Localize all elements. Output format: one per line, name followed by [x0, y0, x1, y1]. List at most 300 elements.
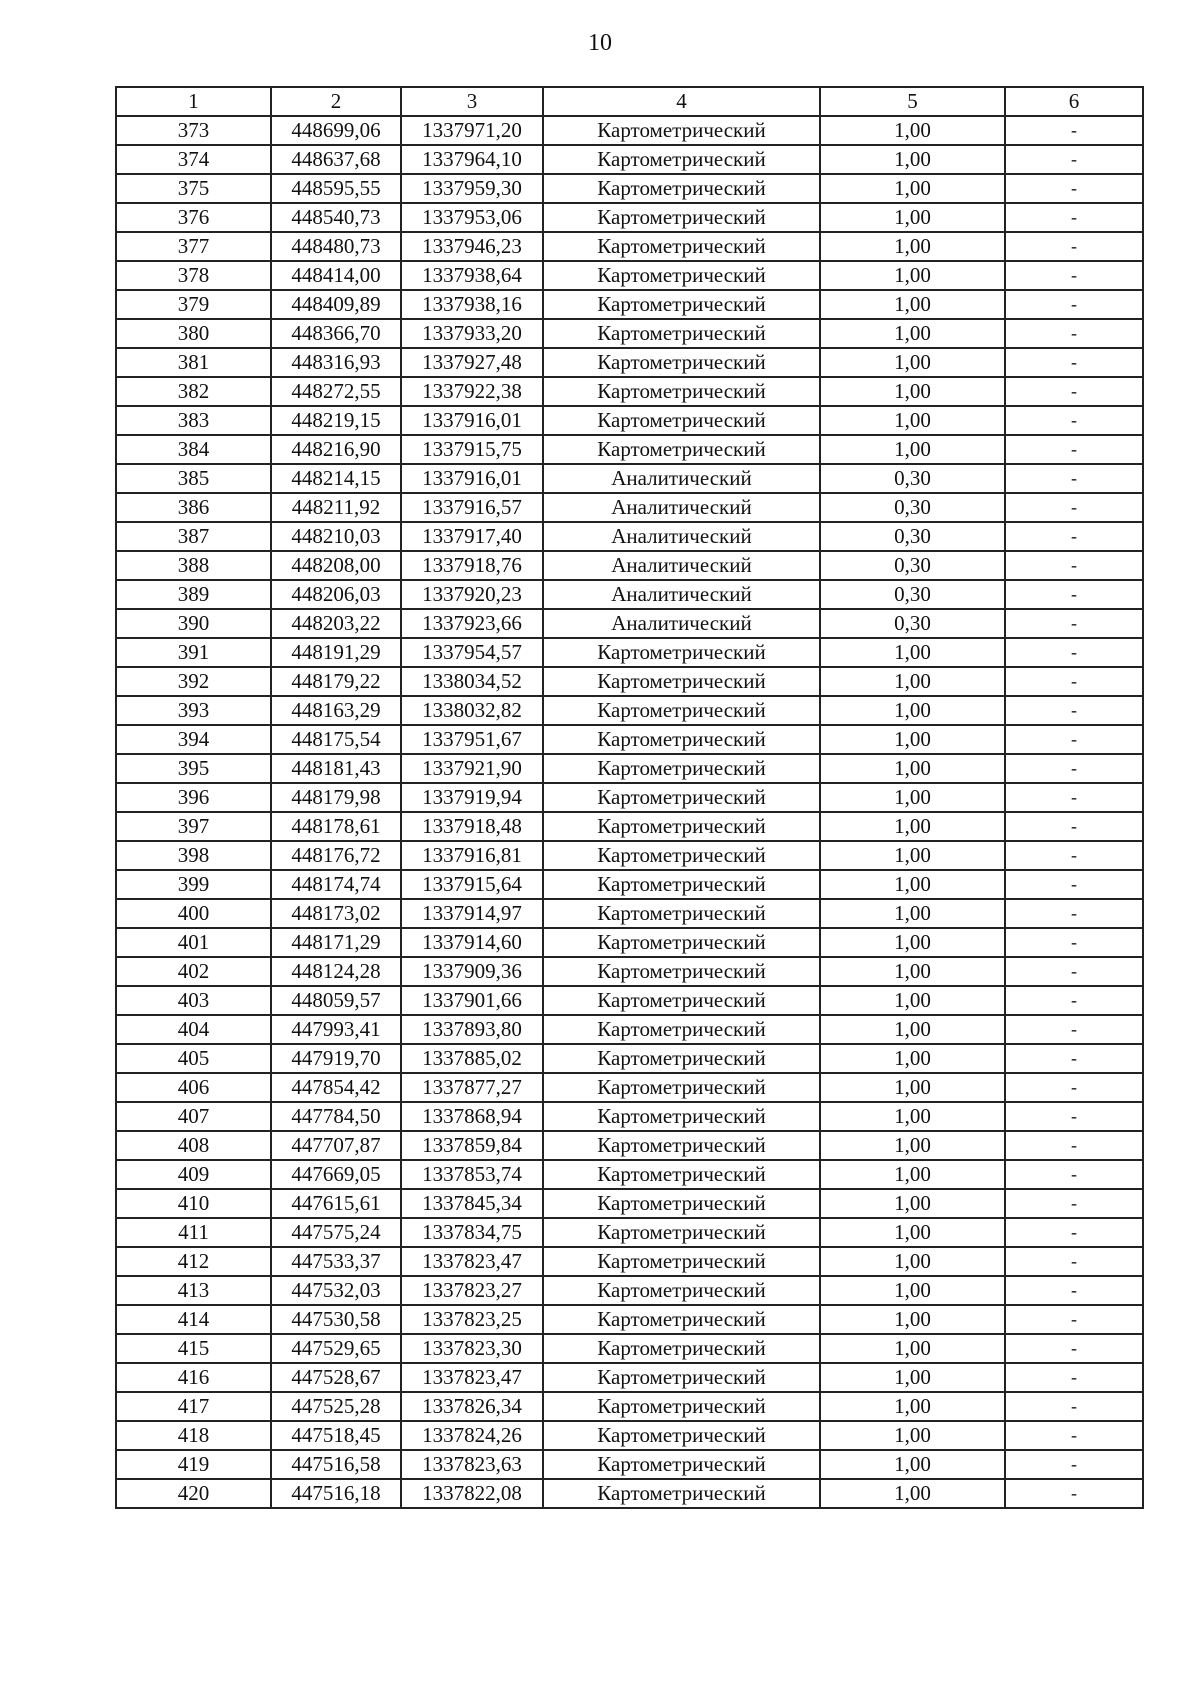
- coordinate-x-cell: 448272,55: [271, 377, 401, 406]
- method-cell: Картометрический: [543, 1189, 820, 1218]
- coordinate-x-cell: 448179,98: [271, 783, 401, 812]
- table-row: [116, 1102, 1143, 1131]
- table-row: [116, 1073, 1143, 1102]
- table-row: [116, 290, 1143, 319]
- coordinate-x-cell: 447525,28: [271, 1392, 401, 1421]
- table-row: [116, 145, 1143, 174]
- point-number-cell: 379: [116, 290, 271, 319]
- point-number-cell: 388: [116, 551, 271, 580]
- coordinate-x-cell: 448173,02: [271, 899, 401, 928]
- point-number-cell: 373: [116, 116, 271, 145]
- point-number-cell: 409: [116, 1160, 271, 1189]
- coordinate-x-cell: 448203,22: [271, 609, 401, 638]
- coordinate-x-cell: 448208,00: [271, 551, 401, 580]
- coordinate-x-cell: 447533,37: [271, 1247, 401, 1276]
- coordinate-y-cell: 1337915,64: [401, 870, 543, 899]
- table-body: [116, 116, 1143, 1508]
- coordinate-y-cell: 1337923,66: [401, 609, 543, 638]
- method-cell: Картометрический: [543, 1044, 820, 1073]
- coordinate-y-cell: 1337920,23: [401, 580, 543, 609]
- note-cell: -: [1005, 1421, 1143, 1450]
- table-row: [116, 580, 1143, 609]
- coordinate-x-cell: 448171,29: [271, 928, 401, 957]
- method-cell: Картометрический: [543, 899, 820, 928]
- coordinate-y-cell: 1338034,52: [401, 667, 543, 696]
- coordinate-y-cell: 1337909,36: [401, 957, 543, 986]
- note-cell: -: [1005, 928, 1143, 957]
- accuracy-cell: 1,00: [820, 957, 1005, 986]
- table-row: [116, 1450, 1143, 1479]
- coordinate-y-cell: 1337853,74: [401, 1160, 543, 1189]
- accuracy-cell: 1,00: [820, 870, 1005, 899]
- point-number-cell: 408: [116, 1131, 271, 1160]
- point-number-cell: 384: [116, 435, 271, 464]
- point-number-cell: 410: [116, 1189, 271, 1218]
- coordinate-x-cell: 447854,42: [271, 1073, 401, 1102]
- table-row: [116, 174, 1143, 203]
- coordinate-y-cell: 1337877,27: [401, 1073, 543, 1102]
- coordinate-x-cell: 448211,92: [271, 493, 401, 522]
- column-header-6: 6: [1005, 87, 1143, 116]
- coordinate-y-cell: 1337946,23: [401, 232, 543, 261]
- table-row: [116, 1218, 1143, 1247]
- method-cell: Картометрический: [543, 261, 820, 290]
- note-cell: -: [1005, 1160, 1143, 1189]
- accuracy-cell: 0,30: [820, 522, 1005, 551]
- method-cell: Картометрический: [543, 1305, 820, 1334]
- table-row: [116, 812, 1143, 841]
- point-number-cell: 402: [116, 957, 271, 986]
- accuracy-cell: 1,00: [820, 435, 1005, 464]
- coordinate-y-cell: 1337823,27: [401, 1276, 543, 1305]
- method-cell: Картометрический: [543, 725, 820, 754]
- method-cell: Картометрический: [543, 928, 820, 957]
- note-cell: -: [1005, 348, 1143, 377]
- accuracy-cell: 1,00: [820, 1276, 1005, 1305]
- method-cell: Картометрический: [543, 1015, 820, 1044]
- coordinates-table: [115, 86, 1144, 1509]
- point-number-cell: 392: [116, 667, 271, 696]
- table-row: [116, 1421, 1143, 1450]
- accuracy-cell: 0,30: [820, 580, 1005, 609]
- accuracy-cell: 1,00: [820, 1160, 1005, 1189]
- accuracy-cell: 1,00: [820, 754, 1005, 783]
- coordinate-x-cell: 447532,03: [271, 1276, 401, 1305]
- point-number-cell: 418: [116, 1421, 271, 1450]
- page-number: 10: [588, 30, 612, 56]
- coordinate-x-cell: 448216,90: [271, 435, 401, 464]
- table-row: [116, 870, 1143, 899]
- note-cell: -: [1005, 493, 1143, 522]
- note-cell: -: [1005, 725, 1143, 754]
- coordinate-y-cell: 1337823,25: [401, 1305, 543, 1334]
- note-cell: -: [1005, 116, 1143, 145]
- table-row: [116, 203, 1143, 232]
- accuracy-cell: 0,30: [820, 464, 1005, 493]
- table-row: [116, 899, 1143, 928]
- point-number-cell: 397: [116, 812, 271, 841]
- method-cell: Картометрический: [543, 203, 820, 232]
- method-cell: Картометрический: [543, 145, 820, 174]
- method-cell: Картометрический: [543, 319, 820, 348]
- method-cell: Картометрический: [543, 1392, 820, 1421]
- note-cell: -: [1005, 319, 1143, 348]
- point-number-cell: 411: [116, 1218, 271, 1247]
- coordinate-y-cell: 1337823,47: [401, 1363, 543, 1392]
- method-cell: Картометрический: [543, 812, 820, 841]
- table-row: [116, 1363, 1143, 1392]
- coordinate-y-cell: 1337916,01: [401, 464, 543, 493]
- column-header-3: 3: [401, 87, 543, 116]
- note-cell: -: [1005, 986, 1143, 1015]
- coordinate-y-cell: 1337915,75: [401, 435, 543, 464]
- method-cell: Картометрический: [543, 1363, 820, 1392]
- method-cell: Картометрический: [543, 754, 820, 783]
- coordinate-y-cell: 1337826,34: [401, 1392, 543, 1421]
- point-number-cell: 419: [116, 1450, 271, 1479]
- note-cell: -: [1005, 1015, 1143, 1044]
- note-cell: -: [1005, 1044, 1143, 1073]
- note-cell: -: [1005, 696, 1143, 725]
- coordinate-x-cell: 448219,15: [271, 406, 401, 435]
- coordinate-x-cell: 447919,70: [271, 1044, 401, 1073]
- method-cell: Картометрический: [543, 1334, 820, 1363]
- coordinate-x-cell: 448163,29: [271, 696, 401, 725]
- point-number-cell: 378: [116, 261, 271, 290]
- accuracy-cell: 1,00: [820, 725, 1005, 754]
- coordinate-x-cell: 448175,54: [271, 725, 401, 754]
- method-cell: Картометрический: [543, 1450, 820, 1479]
- note-cell: -: [1005, 290, 1143, 319]
- coordinate-y-cell: 1337922,38: [401, 377, 543, 406]
- coordinate-y-cell: 1337927,48: [401, 348, 543, 377]
- accuracy-cell: 1,00: [820, 377, 1005, 406]
- table-row: [116, 1479, 1143, 1508]
- coordinate-y-cell: 1337914,60: [401, 928, 543, 957]
- coordinate-x-cell: 448191,29: [271, 638, 401, 667]
- point-number-cell: 390: [116, 609, 271, 638]
- header-row: [116, 87, 1143, 116]
- point-number-cell: 385: [116, 464, 271, 493]
- note-cell: -: [1005, 812, 1143, 841]
- table-row: [116, 319, 1143, 348]
- method-cell: Картометрический: [543, 290, 820, 319]
- note-cell: -: [1005, 1189, 1143, 1218]
- point-number-cell: 415: [116, 1334, 271, 1363]
- point-number-cell: 412: [116, 1247, 271, 1276]
- accuracy-cell: 1,00: [820, 1131, 1005, 1160]
- note-cell: -: [1005, 1450, 1143, 1479]
- coordinate-y-cell: 1337938,16: [401, 290, 543, 319]
- coordinate-x-cell: 448595,55: [271, 174, 401, 203]
- column-header-4: 4: [543, 87, 820, 116]
- table-row: [116, 609, 1143, 638]
- note-cell: -: [1005, 783, 1143, 812]
- coordinate-x-cell: 448181,43: [271, 754, 401, 783]
- coordinate-x-cell: 448699,06: [271, 116, 401, 145]
- column-header-1: 1: [116, 87, 271, 116]
- accuracy-cell: 1,00: [820, 1189, 1005, 1218]
- table-row: [116, 841, 1143, 870]
- note-cell: -: [1005, 145, 1143, 174]
- note-cell: -: [1005, 174, 1143, 203]
- point-number-cell: 381: [116, 348, 271, 377]
- accuracy-cell: 0,30: [820, 493, 1005, 522]
- coordinate-y-cell: 1337823,47: [401, 1247, 543, 1276]
- point-number-cell: 420: [116, 1479, 271, 1508]
- coordinate-y-cell: 1337971,20: [401, 116, 543, 145]
- point-number-cell: 380: [116, 319, 271, 348]
- point-number-cell: 391: [116, 638, 271, 667]
- coordinate-y-cell: 1337834,75: [401, 1218, 543, 1247]
- coordinate-x-cell: 447528,67: [271, 1363, 401, 1392]
- note-cell: -: [1005, 899, 1143, 928]
- table-row: [116, 1044, 1143, 1073]
- note-cell: -: [1005, 232, 1143, 261]
- method-cell: Картометрический: [543, 1247, 820, 1276]
- coordinate-y-cell: 1337823,63: [401, 1450, 543, 1479]
- method-cell: Аналитический: [543, 551, 820, 580]
- note-cell: -: [1005, 1131, 1143, 1160]
- accuracy-cell: 1,00: [820, 145, 1005, 174]
- coordinate-y-cell: 1337845,34: [401, 1189, 543, 1218]
- method-cell: Картометрический: [543, 841, 820, 870]
- accuracy-cell: 1,00: [820, 841, 1005, 870]
- point-number-cell: 396: [116, 783, 271, 812]
- point-number-cell: 374: [116, 145, 271, 174]
- accuracy-cell: 1,00: [820, 899, 1005, 928]
- coordinate-x-cell: 447707,87: [271, 1131, 401, 1160]
- note-cell: -: [1005, 870, 1143, 899]
- coordinate-y-cell: 1337918,48: [401, 812, 543, 841]
- method-cell: Картометрический: [543, 232, 820, 261]
- accuracy-cell: 1,00: [820, 1073, 1005, 1102]
- point-number-cell: 417: [116, 1392, 271, 1421]
- point-number-cell: 414: [116, 1305, 271, 1334]
- accuracy-cell: 1,00: [820, 319, 1005, 348]
- accuracy-cell: 1,00: [820, 290, 1005, 319]
- coordinate-y-cell: 1337822,08: [401, 1479, 543, 1508]
- point-number-cell: 393: [116, 696, 271, 725]
- method-cell: Картометрический: [543, 348, 820, 377]
- column-header-2: 2: [271, 87, 401, 116]
- table-row: [116, 1131, 1143, 1160]
- coordinate-y-cell: 1337953,06: [401, 203, 543, 232]
- coordinate-x-cell: 448214,15: [271, 464, 401, 493]
- accuracy-cell: 1,00: [820, 261, 1005, 290]
- point-number-cell: 399: [116, 870, 271, 899]
- accuracy-cell: 1,00: [820, 1218, 1005, 1247]
- method-cell: Картометрический: [543, 406, 820, 435]
- coordinate-y-cell: 1337964,10: [401, 145, 543, 174]
- method-cell: Картометрический: [543, 1421, 820, 1450]
- coordinate-y-cell: 1337868,94: [401, 1102, 543, 1131]
- coordinate-x-cell: 447784,50: [271, 1102, 401, 1131]
- note-cell: -: [1005, 1479, 1143, 1508]
- method-cell: Картометрический: [543, 377, 820, 406]
- coordinate-y-cell: 1338032,82: [401, 696, 543, 725]
- point-number-cell: 386: [116, 493, 271, 522]
- coordinate-y-cell: 1337893,80: [401, 1015, 543, 1044]
- method-cell: Картометрический: [543, 1131, 820, 1160]
- note-cell: -: [1005, 1247, 1143, 1276]
- accuracy-cell: 1,00: [820, 1392, 1005, 1421]
- method-cell: Картометрический: [543, 1102, 820, 1131]
- point-number-cell: 416: [116, 1363, 271, 1392]
- coordinate-x-cell: 448540,73: [271, 203, 401, 232]
- point-number-cell: 403: [116, 986, 271, 1015]
- method-cell: Картометрический: [543, 696, 820, 725]
- coordinate-x-cell: 447530,58: [271, 1305, 401, 1334]
- table-row: [116, 493, 1143, 522]
- method-cell: Картометрический: [543, 783, 820, 812]
- note-cell: -: [1005, 406, 1143, 435]
- table-row: [116, 232, 1143, 261]
- method-cell: Картометрический: [543, 435, 820, 464]
- accuracy-cell: 1,00: [820, 1421, 1005, 1450]
- note-cell: -: [1005, 1334, 1143, 1363]
- note-cell: -: [1005, 754, 1143, 783]
- accuracy-cell: 1,00: [820, 783, 1005, 812]
- note-cell: -: [1005, 522, 1143, 551]
- point-number-cell: 413: [116, 1276, 271, 1305]
- accuracy-cell: 1,00: [820, 348, 1005, 377]
- coordinate-x-cell: 448206,03: [271, 580, 401, 609]
- method-cell: Картометрический: [543, 1276, 820, 1305]
- coordinate-y-cell: 1337933,20: [401, 319, 543, 348]
- note-cell: -: [1005, 203, 1143, 232]
- coordinate-y-cell: 1337918,76: [401, 551, 543, 580]
- accuracy-cell: 1,00: [820, 1247, 1005, 1276]
- coordinate-x-cell: 448179,22: [271, 667, 401, 696]
- note-cell: -: [1005, 551, 1143, 580]
- note-cell: -: [1005, 464, 1143, 493]
- coordinate-y-cell: 1337885,02: [401, 1044, 543, 1073]
- table-row: [116, 1392, 1143, 1421]
- coordinate-x-cell: 448316,93: [271, 348, 401, 377]
- accuracy-cell: 1,00: [820, 406, 1005, 435]
- coordinate-x-cell: 447529,65: [271, 1334, 401, 1363]
- coordinate-y-cell: 1337951,67: [401, 725, 543, 754]
- method-cell: Аналитический: [543, 464, 820, 493]
- coordinate-x-cell: 448409,89: [271, 290, 401, 319]
- point-number-cell: 407: [116, 1102, 271, 1131]
- point-number-cell: 375: [116, 174, 271, 203]
- coordinate-y-cell: 1337916,57: [401, 493, 543, 522]
- method-cell: Картометрический: [543, 1479, 820, 1508]
- point-number-cell: 400: [116, 899, 271, 928]
- accuracy-cell: 1,00: [820, 1363, 1005, 1392]
- accuracy-cell: 1,00: [820, 638, 1005, 667]
- accuracy-cell: 1,00: [820, 116, 1005, 145]
- table-row: [116, 1305, 1143, 1334]
- note-cell: -: [1005, 609, 1143, 638]
- method-cell: Картометрический: [543, 1218, 820, 1247]
- method-cell: Аналитический: [543, 609, 820, 638]
- note-cell: -: [1005, 1073, 1143, 1102]
- accuracy-cell: 0,30: [820, 551, 1005, 580]
- coordinate-x-cell: 447993,41: [271, 1015, 401, 1044]
- coordinate-y-cell: 1337916,01: [401, 406, 543, 435]
- note-cell: -: [1005, 841, 1143, 870]
- method-cell: Картометрический: [543, 1073, 820, 1102]
- table-row: [116, 435, 1143, 464]
- note-cell: -: [1005, 1276, 1143, 1305]
- accuracy-cell: 1,00: [820, 1334, 1005, 1363]
- method-cell: Картометрический: [543, 957, 820, 986]
- note-cell: -: [1005, 1102, 1143, 1131]
- coordinate-x-cell: 447669,05: [271, 1160, 401, 1189]
- note-cell: -: [1005, 1218, 1143, 1247]
- method-cell: Картометрический: [543, 870, 820, 899]
- coordinate-x-cell: 448178,61: [271, 812, 401, 841]
- point-number-cell: 398: [116, 841, 271, 870]
- accuracy-cell: 1,00: [820, 1479, 1005, 1508]
- point-number-cell: 405: [116, 1044, 271, 1073]
- coordinate-y-cell: 1337916,81: [401, 841, 543, 870]
- accuracy-cell: 1,00: [820, 812, 1005, 841]
- coordinate-y-cell: 1337914,97: [401, 899, 543, 928]
- table-row: [116, 1015, 1143, 1044]
- coordinate-x-cell: 448176,72: [271, 841, 401, 870]
- coordinate-y-cell: 1337859,84: [401, 1131, 543, 1160]
- table-row: [116, 696, 1143, 725]
- coordinate-y-cell: 1337919,94: [401, 783, 543, 812]
- table-row: [116, 348, 1143, 377]
- table-row: [116, 261, 1143, 290]
- point-number-cell: 387: [116, 522, 271, 551]
- table-row: [116, 1334, 1143, 1363]
- coordinate-y-cell: 1337959,30: [401, 174, 543, 203]
- note-cell: -: [1005, 435, 1143, 464]
- note-cell: -: [1005, 580, 1143, 609]
- coordinate-x-cell: 448059,57: [271, 986, 401, 1015]
- table-row: [116, 1276, 1143, 1305]
- coordinate-x-cell: 447575,24: [271, 1218, 401, 1247]
- point-number-cell: 377: [116, 232, 271, 261]
- coordinate-y-cell: 1337823,30: [401, 1334, 543, 1363]
- point-number-cell: 404: [116, 1015, 271, 1044]
- note-cell: -: [1005, 638, 1143, 667]
- coordinate-y-cell: 1337824,26: [401, 1421, 543, 1450]
- coordinate-x-cell: 447516,58: [271, 1450, 401, 1479]
- method-cell: Картометрический: [543, 116, 820, 145]
- method-cell: Картометрический: [543, 1160, 820, 1189]
- table-row: [116, 116, 1143, 145]
- method-cell: Аналитический: [543, 493, 820, 522]
- table-row: [116, 406, 1143, 435]
- table-row: [116, 754, 1143, 783]
- note-cell: -: [1005, 957, 1143, 986]
- method-cell: Картометрический: [543, 986, 820, 1015]
- coordinate-y-cell: 1337901,66: [401, 986, 543, 1015]
- accuracy-cell: 1,00: [820, 1044, 1005, 1073]
- accuracy-cell: 1,00: [820, 667, 1005, 696]
- point-number-cell: 394: [116, 725, 271, 754]
- table-row: [116, 725, 1143, 754]
- table-row: [116, 551, 1143, 580]
- note-cell: -: [1005, 1305, 1143, 1334]
- note-cell: -: [1005, 377, 1143, 406]
- table-row: [116, 464, 1143, 493]
- accuracy-cell: 1,00: [820, 1305, 1005, 1334]
- column-header-5: 5: [820, 87, 1005, 116]
- table-row: [116, 377, 1143, 406]
- note-cell: -: [1005, 1363, 1143, 1392]
- point-number-cell: 406: [116, 1073, 271, 1102]
- table-row: [116, 1160, 1143, 1189]
- coordinate-x-cell: 447516,18: [271, 1479, 401, 1508]
